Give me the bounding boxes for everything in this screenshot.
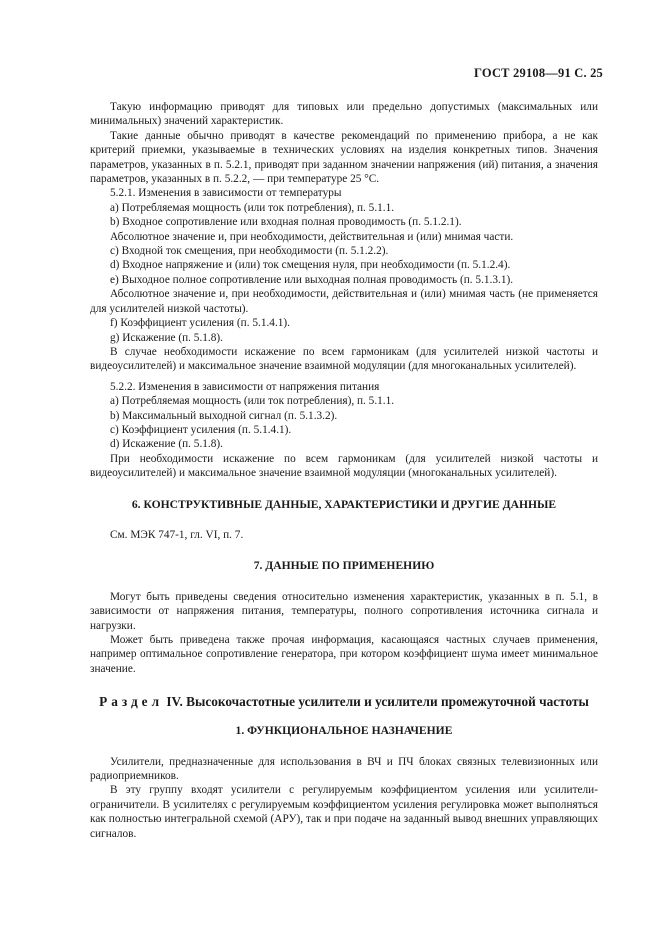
paragraph: Такие данные обычно приводят в качестве рекомендаций по применению прибора, а не как критерий приемки, указываемые в технических условиях на изделия конкретных типов. Значения параметров, указанных в п. 5.2.1, приводят при заданном значении напряжения (ий) питания, а значения параметров, указанных в п. 5.2.2, — при температуре 25 °С. — [90, 129, 598, 186]
list-item: g) Искажение (п. 5.1.8). — [110, 331, 223, 344]
list-item: е) Выходное полное сопротивление или выходная полная проводимость (п. 5.1.3.1). — [110, 273, 514, 286]
paragraph: Такую информацию приводят для типовых или предельно допустимых (максимальных или минимальных) значений характеристик. — [90, 101, 598, 128]
paragraph: Абсолютное значение и, при необходимости, действительная и (или) мнимая части. — [110, 230, 514, 243]
list-item: d) Входное напряжение и (или) ток смещения нуля, при необходимости (п. 5.1.2.4). — [110, 259, 511, 272]
list-item: а) Потребляемая мощность (или ток потребления), п. 5.1.1. — [110, 395, 395, 408]
section-heading: 7. ДАННЫЕ ПО ПРИМЕНЕНИЮ — [253, 559, 435, 573]
section-heading: 6. КОНСТРУКТИВНЫЕ ДАННЫЕ, ХАРАКТЕРИСТИКИ И ДРУГИЕ ДАННЫЕ — [131, 497, 557, 511]
paragraph: В случае необходимости искажение по всем гармоникам (для усилителей низкой частоты и видеоусилителей) и максимальное значение взаимной модуляции (для многоканальных усилителей). — [90, 345, 598, 373]
paragraph: Может быть приведена также прочая информация, касающаяся частных случаев применения, например оптимальное сопротивление генератора, при котором коэффициент шума имеет минимальное значение. — [90, 634, 598, 675]
part-prefix: Раздел — [99, 694, 164, 710]
document-body — [90, 100, 598, 841]
clause-title: 5.2.1. Изменения в зависимости от температуры — [110, 187, 342, 200]
list-item: с) Коэффициент усиления (п. 5.1.4.1). — [110, 423, 292, 436]
list-item: а) Потребляемая мощность (или ток потребления), п. 5.1.1. — [110, 201, 395, 214]
part-title: IV. Высокочастотные усилители и усилители промежуточной частоты — [166, 694, 589, 710]
paragraph: При необходимости искажение по всем гармоникам (для усилителей низкой частоты и видеоусилителей) и максимальное значение взаимной модуляции (многоканальных усилителей). — [90, 452, 598, 480]
part-heading — [90, 693, 598, 710]
list-item: f) Коэффициент усиления (п. 5.1.4.1). — [110, 317, 290, 330]
section-heading: 1. ФУНКЦИОНАЛЬНОЕ НАЗНАЧЕНИЕ — [235, 724, 453, 738]
page-header: ГОСТ 29108—91 С. 25 — [474, 66, 603, 80]
paragraph: Усилители, предназначенные для использования в ВЧ и ПЧ блоках связных телевизионных или радиоприемников. — [90, 755, 598, 783]
list-item: b) Максимальный выходной сигнал (п. 5.1.3.2). — [110, 409, 338, 422]
clause-title: 5.2.2. Изменения в зависимости от напряжения питания — [110, 380, 380, 393]
paragraph: В эту группу входят усилители с регулируемым коэффициентом усиления или усилители-ограничители. В усилителях с регулируемым коэффициентом усиления регулировка может выполняться как полностью интегральной схемой (АРУ), так и при подаче на заданный вывод внешних управляющих сигналов. — [90, 784, 598, 840]
list-item: b) Входное сопротивление или входная полная проводимость (п. 5.1.2.1). — [110, 216, 462, 229]
list-item: с) Входной ток смещения, при необходимости (п. 5.1.2.2). — [110, 245, 389, 258]
list-item: d) Искажение (п. 5.1.8). — [110, 438, 223, 451]
paragraph: См. МЭК 747-1, гл. VI, п. 7. — [110, 528, 244, 541]
paragraph: Могут быть приведены сведения относительно изменения характеристик, указанных в п. 5.1, в зависимости от напряжения питания, температуры, полного сопротивления источника сигнала и нагрузки. — [90, 590, 598, 632]
paragraph: Абсолютное значение и, при необходимости, действительная и (или) мнимая часть (не применяется для усилителей низкой частоты). — [90, 288, 598, 315]
